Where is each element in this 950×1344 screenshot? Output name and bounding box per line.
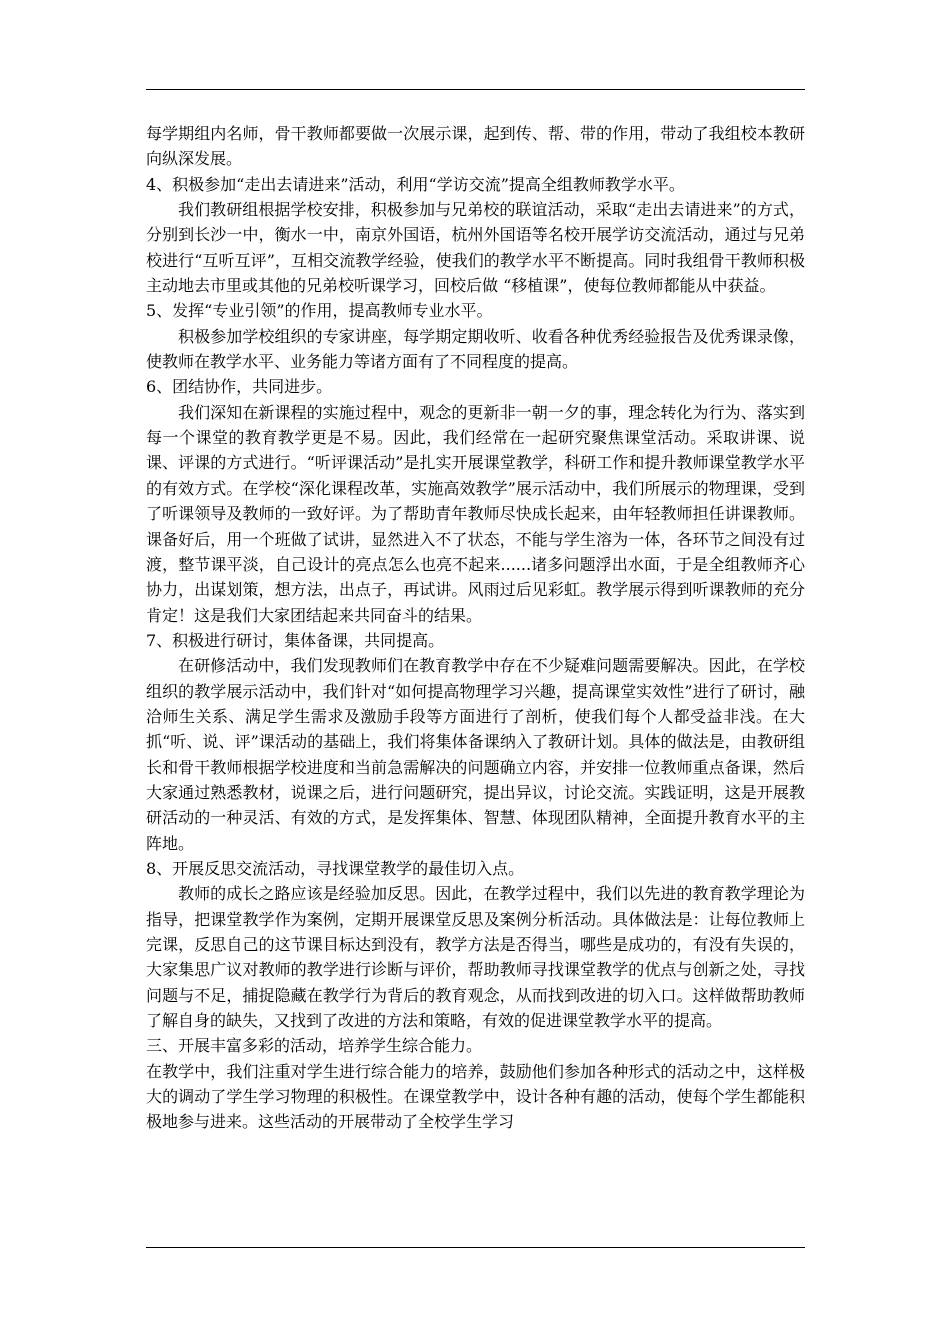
section-heading: 6、团结协作，共同进步。 <box>146 377 333 397</box>
paragraph: 教师的成长之路应该是经验加反思。因此，在教学过程中，我们以先进的教育教学理论为指导，把课堂教学作为案例，定期开展课堂反思及案例分析活动。具体做法是：让每位教师上完课，反思自己的这节课目标达到没有，教学方法是否得当，哪些是成功的，有没有失误的，大家集思广议对教师的教学进行诊断与评价，帮助教师寻找课堂教学的优点与创新之处，寻找问题与不足，捕捉隐藏在教学行为背后的教育观念，从而找到改进的切入口。这样做帮助教师了解自身的缺失，又找到了改进的方法和策略，有效的促进课堂教学水平的提高。 <box>146 884 805 1031</box>
section-heading: 8、开展反思交流活动，寻找课堂教学的最佳切入点。 <box>146 858 525 878</box>
paragraph: 在教学中，我们注重对学生进行综合能力的培养，鼓励他们参加各种形式的活动之中，这样极大的调动了学生学习物理的积极性。在课堂教学中，设计各种有趣的活动，使每个学生都能积极地参与进来。这些活动的开展带动了全校学生学习 <box>146 1061 805 1132</box>
footer-rule <box>146 1247 805 1248</box>
header-rule <box>146 89 805 90</box>
paragraph: 我们教研组根据学校安排，积极参加与兄弟校的联谊活动，采取“走出去请进来”的方式，分别到长沙一中，衡水一中，南京外国语，杭州外国语等名校开展学访交流活动，通过与兄弟校进行“互听互评”，互相交流教学经验，使我们的教学水平不断提高。同时我组骨干教师积极主动地去市里或其他的兄弟校听课学习，回校后做 “移植课”，使每位教师都能从中获益。 <box>146 200 805 296</box>
paragraph: 我们深知在新课程的实施过程中，观念的更新非一朝一夕的事，理念转化为行为、落实到每一个课堂的教育教学更是不易。因此，我们经常在一起研究聚焦课堂活动。采取讲课、说课、评课的方式进行。“听评课活动”是扎实开展课堂教学，科研工作和提升教师课堂教学水平的有效方式。在学校“深化课程改革，实施高效教学”展示活动中，我们所展示的物理课，受到了听课领导及教师的一致好评。为了帮助青年教师尽快成长起来，由年轻教师担任讲课教师。课备好后，用一个班做了试讲，显然进入不了状态，不能与学生溶为一体，各环节之间没有过渡，整节课平淡，自己设计的亮点怎么也亮不起来......诸多问题浮出水面，于是全组教师齐心协力，出谋划策，想方法，出点子，再试讲。风雨过后见彩虹。教学展示得到听课教师的充分肯定！这是我们大家团结起来共同奋斗的结果。 <box>146 402 805 625</box>
section-heading: 5、发挥“专业引领”的作用，提高教师专业水平。 <box>146 301 493 321</box>
paragraph: 积极参加学校组织的专家讲座，每学期定期收听、收看各种优秀经验报告及优秀课录像，使教师在教学水平、业务能力等诸方面有了不同程度的提高。 <box>146 326 805 372</box>
document-body <box>146 121 805 1231</box>
section-heading: 4、积极参加“走出去请进来”活动，利用“学访交流”提高全组教师教学水平。 <box>146 174 685 194</box>
section-heading: 7、积极进行研讨，集体备课，共同提高。 <box>146 630 445 650</box>
paragraph: 每学期组内名师，骨干教师都要做一次展示课，起到传、帮、带的作用，带动了我组校本教研向纵深发展。 <box>146 124 805 169</box>
paragraph: 在研修活动中，我们发现教师们在教育教学中存在不少疑难问题需要解决。因此，在学校组织的教学展示活动中，我们针对“如何提高物理学习兴趣，提高课堂实效性”进行了研讨，融洽师生关系、满足学生需求及激励手段等方面进行了剖析，使我们每个人都受益非浅。在大抓“听、说、评”课活动的基础上，我们将集体备课纳入了教研计划。具体的做法是，由教研组长和骨干教师根据学校进度和当前急需解决的问题确立内容，并安排一位教师重点备课，然后大家通过熟悉教材，说课之后，进行问题研究，提出异议，讨论交流。实践证明，这是开展教研活动的一种灵活、有效的方式，是发挥集体、智慧、体现团队精神，全面提升教育水平的主阵地。 <box>146 656 805 853</box>
section-heading: 三、开展丰富多彩的活动，培养学生综合能力。 <box>146 1036 483 1056</box>
